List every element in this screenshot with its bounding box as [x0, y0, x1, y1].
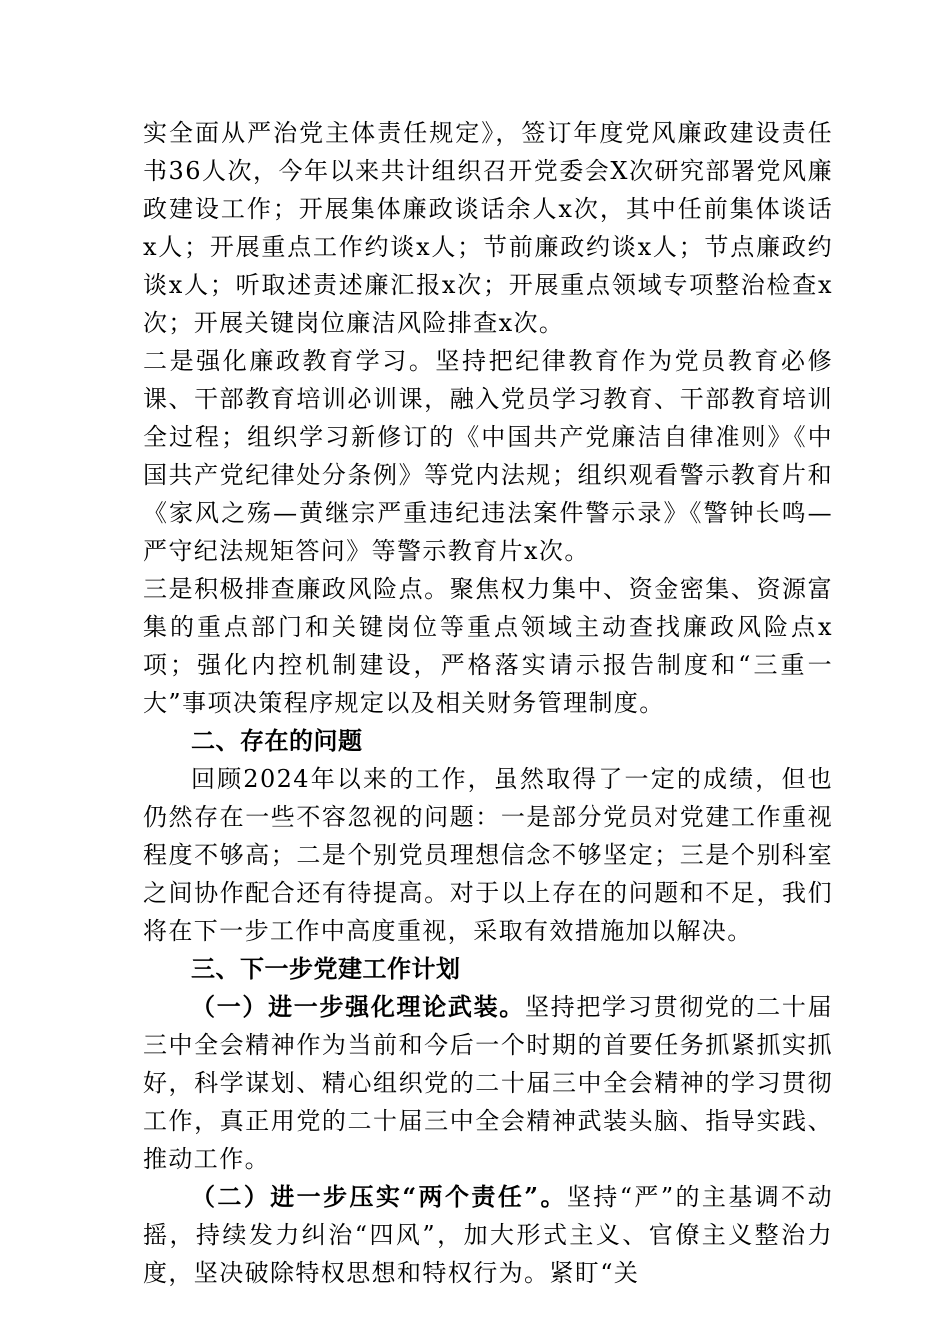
paragraph-theory-body: 坚持把学习贯彻党的二十届三中全会精神作为当前和今后一个时期的首要任务抓紧抓实抓好，科学谋划、精心组织党的二十届三中全会精神的学习贯彻工作，真正用党的二十届三中全会精神武装头脑、指导实践、推动工作。 — [143, 993, 833, 1173]
paragraph-theory — [143, 988, 833, 1178]
paragraph-risk-points: 三是积极排查廉政风险点。聚焦权力集中、资金密集、资源富集的重点部门和关键岗位等重点领域主动查找廉政风险点x项；强化内控机制建设，严格落实请示报告制度和“三重一大”事项决策程序规定以及相关财务管理制度。 — [143, 575, 833, 717]
paragraph-education: 二是强化廉政教育学习。坚持把纪律教育作为党员教育必修课、干部教育培训必训课，融入党员学习教育、干部教育培训全过程；组织学习新修订的《中国共产党廉洁自律准则》《中国共产党纪律处分条例》等党内法规；组织观看警示教育片和《家风之殇—黄继宗严重违纪违法案件警示录》《警钟长鸣—严守纪法规矩答问》等警示教育片x次。 — [143, 347, 833, 565]
paragraph-responsibilities-body: 坚持“严”的主基调不动摇，持续发力纠治“四风”，加大形式主义、官僚主义整治力度，坚决破除特权思想和特权行为。紧盯“关 — [143, 1183, 833, 1287]
subheading-theory: （一）进一步强化理论武装。 — [191, 992, 525, 1021]
section-heading-plan: 三、下一步党建工作计划 — [191, 955, 461, 983]
section-heading-problems: 二、存在的问题 — [191, 727, 363, 755]
subheading-responsibilities: （二）进一步压实“两个责任”。 — [191, 1182, 567, 1211]
paragraph-responsibilities — [143, 1178, 833, 1292]
paragraph-problems: 回顾2024年以来的工作，虽然取得了一定的成绩，但也仍然存在一些不容忽视的问题：一是部分党员对党建工作重视程度不够高；二是个别党员理想信念不够坚定；三是个别科室之间协作配合还有待提高。对于以上存在的问题和不足，我们将在下一步工作中高度重视，采取有效措施加以解决。 — [143, 765, 833, 945]
paragraph-responsibility: 实全面从严治党主体责任规定》，签订年度党风廉政建设责任书36人次，今年以来共计组织召开党委会X次研究部署党风廉政建设工作；开展集体廉政谈话余人x次，其中任前集体谈话x人；开展重点工作约谈x人；节前廉政约谈x人；节点廉政约谈x人；听取述责述廉汇报x次；开展重点领域专项整治检查x次；开展关键岗位廉洁风险排查x次。 — [143, 119, 833, 337]
document-body — [143, 114, 833, 1292]
